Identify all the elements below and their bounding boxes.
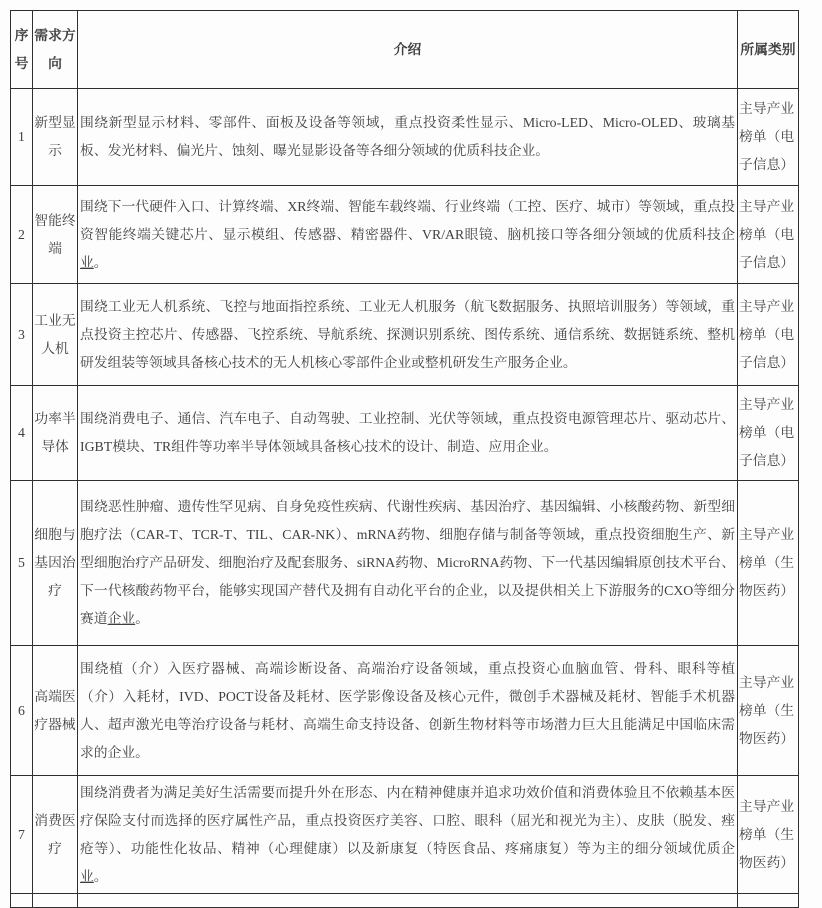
category-cell: 主导产业榜单（生物医药）: [738, 481, 799, 646]
introduction-text: 围绕恶性肿瘤、遗传性罕见病、自身免疫性疾病、代谢性疾病、基因治疗、基因编辑、小核酸药物、新型细胞疗法（CAR-T、TCR-T、TIL、CAR-NK）、mRNA药物、细胞存储与制备等领域，重点投资细胞生产、新型细胞治疗产品研发、细胞治疗及配套服务、siRNA药物、MicroRNA药物、下一代基因编辑原创技术平台、下一代核酸药物平台，能够实现国产替代及拥有自动化平台的企业，以及提供相关上下游服务的CXO等细分赛道: [80, 499, 735, 626]
demand-direction: 工业无人机: [33, 284, 78, 386]
introduction-cell: [78, 646, 738, 776]
table-row: [11, 186, 799, 284]
introduction-text: 围绕消费者为满足美好生活需要而提升外在形态、内在精神健康并追求功效价值和消费体验且不依赖基本医疗保险支付而选择的医疗属性产品，重点投资医疗美容、口腔、眼科（屈光和视光为主）、皮肤（脱发、痤疮等）、功能性化妆品、精神（心理健康）以及新康复（特医食品、疼痛康复）等为主的细分领域优质企: [80, 784, 735, 856]
introduction-cell: [78, 89, 738, 186]
introduction-text: 围绕消费电子、通信、汽车电子、自动驾驶、工业控制、光伏等领域，重点投资电源管理芯片、驱动芯片、IGBT模块、TR组件等功率半导体领域具备核心技术的设计、制造、应用企业。: [80, 411, 735, 454]
demand-direction: 智能终端: [33, 186, 78, 284]
introduction-text: 围绕下一代硬件入口、计算终端、XR终端、智能车载终端、行业终端（工控、医疗、城市）等领域，重点投资智能终端关键芯片、显示模组、传感器、精密器件、VR/AR眼镜、脑机接口等各细分领域的优质科技企: [80, 198, 735, 242]
introduction-text: 围绕植（介）入医疗器械、高端诊断设备、高端治疗设备领域，重点投资心血脑血管、骨科、眼科等植（介）入耗材，IVD、POCT设备及耗材、医学影像设备及核心元件，微创手术器械及耗材、智能手术机器人、超声激光电等治疗设备与耗材、高端生命支持设备、创新生物材料等市场潜力巨大且能满足中国临床需求的企业。: [80, 660, 735, 760]
demand-direction: 高端医疗器械: [33, 646, 78, 776]
category-cell: 主导产业榜单（电子信息）: [738, 89, 799, 186]
introduction-text: 围绕工业无人机系统、飞控与地面指控系统、工业无人机服务（航飞数据服务、执照培训服务）等领域，重点投资主控芯片、传感器、飞控系统、导航系统、探测识别系统、图传系统、通信系统、数据链系统、整机研发组装等领域具备核心技术的无人机核心零部件企业或整机研发生产服务企业。: [80, 298, 735, 370]
header-num: 序号: [11, 11, 33, 89]
row-number: 7: [11, 776, 33, 894]
introduction-cell: [78, 481, 738, 646]
header-direction: 需求方向: [33, 11, 78, 89]
introduction-suffix: 。: [93, 254, 108, 270]
row-number: 1: [11, 89, 33, 186]
table-header-row: [11, 11, 799, 89]
demand-direction: 功率半导体: [33, 386, 78, 481]
category-cell: [738, 894, 799, 908]
table-row-partial: [11, 894, 799, 908]
header-intro: 介绍: [78, 11, 738, 89]
introduction-suffix: 。: [93, 868, 108, 884]
row-number: [11, 894, 33, 908]
demand-directions-table: [10, 10, 799, 908]
introduction-cell: [78, 776, 738, 894]
category-cell: 主导产业榜单（生物医药）: [738, 646, 799, 776]
demand-direction: 消费医疗: [33, 776, 78, 894]
introduction-cell: [78, 894, 738, 908]
category-cell: 主导产业榜单（电子信息）: [738, 284, 799, 386]
introduction-cell: [78, 284, 738, 386]
row-number: 6: [11, 646, 33, 776]
category-cell: 主导产业榜单（电子信息）: [738, 186, 799, 284]
introduction-cell: [78, 386, 738, 481]
table-row: [11, 776, 799, 894]
introduction-underlined-text: 业: [80, 868, 94, 884]
introduction-cell: [78, 186, 738, 284]
category-cell: 主导产业榜单（电子信息）: [738, 386, 799, 481]
table-row: [11, 646, 799, 776]
header-category: 所属类别: [738, 11, 799, 89]
introduction-underlined-text: 业: [80, 254, 94, 270]
demand-direction: 新型显示: [33, 89, 78, 186]
table-row: [11, 386, 799, 481]
introduction-suffix: 。: [135, 611, 149, 626]
row-number: 5: [11, 481, 33, 646]
introduction-text: 围绕新型显示材料、零部件、面板及设备等领域，重点投资柔性显示、Micro-LED、Micro-OLED、玻璃基板、发光材料、偏光片、蚀刻、曝光显影设备等各细分领域的优质科技企业。: [80, 115, 735, 158]
table-row: [11, 284, 799, 386]
row-number: 3: [11, 284, 33, 386]
demand-direction: [33, 894, 78, 908]
table-row: [11, 481, 799, 646]
table-row: [11, 89, 799, 186]
row-number: 2: [11, 186, 33, 284]
row-number: 4: [11, 386, 33, 481]
category-cell: 主导产业榜单（生物医药）: [738, 776, 799, 894]
demand-direction: 细胞与基因治疗: [33, 481, 78, 646]
introduction-underlined-text: 企业: [107, 611, 136, 626]
